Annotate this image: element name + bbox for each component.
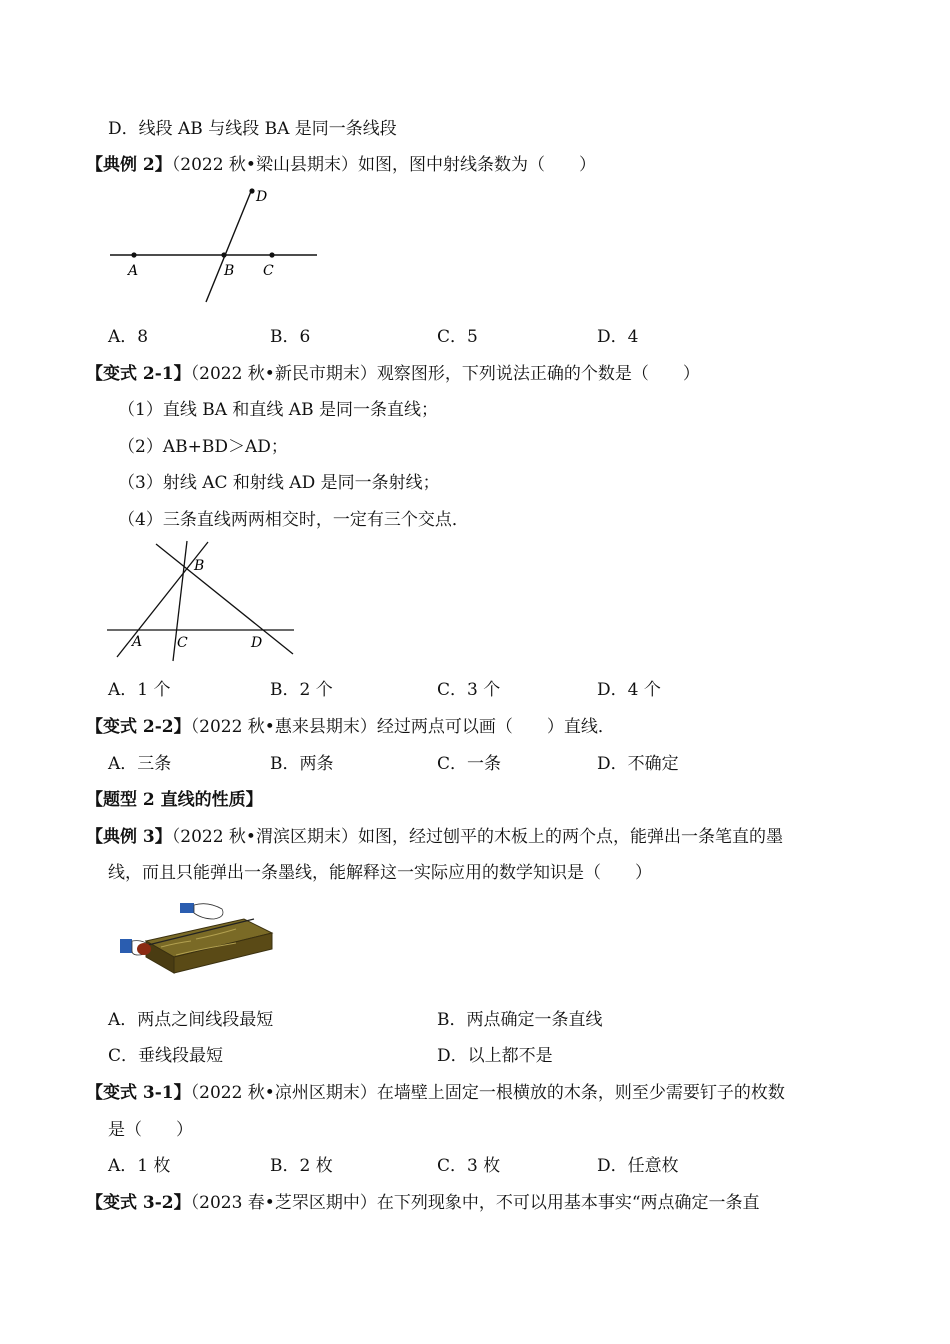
v21-item-3: （3）射线 AC 和射线 AD 是同一条射线； (118, 473, 440, 493)
ex2-option-c: C．5 (437, 327, 478, 347)
ex2-point-b (221, 252, 226, 257)
ex3-option-d: D．以上都不是 (437, 1046, 553, 1066)
ex2-stem: （2022 秋•梁山县期末）如图，图中射线条数为（ ） (171, 155, 596, 175)
v22-option-d: D．不确定 (597, 754, 679, 774)
ex2-label-a: A (128, 263, 139, 279)
ex2-option-a: A．8 (108, 327, 149, 347)
v22-question (86, 715, 870, 739)
v21-tag: 【变式 2-1】 (86, 364, 191, 384)
ex2-label-c: C (263, 263, 274, 279)
ex3-stem-1: （2022 秋•渭滨区期末）如图，经过刨平的木板上的两个点，能弹出一条笔直的墨 (171, 827, 783, 847)
v21-option-a: A．1 个 (108, 680, 171, 700)
v21-item-2: （2）AB+BD＞AD； (118, 437, 288, 457)
right-sleeve (180, 903, 194, 913)
v21-option-d: D．4 个 (597, 680, 661, 700)
v31-question-line-1 (86, 1081, 870, 1105)
v22-option-c: C．一条 (437, 754, 502, 774)
v31-question-line-2: 是（ ） (108, 1120, 193, 1140)
v21-stem: （2022 秋•新民市期末）观察图形，下列说法正确的个数是（ ） (190, 364, 700, 384)
ex2-question (86, 153, 870, 177)
v22-stem: （2022 秋•惠来县期末）经过两点可以画（ ）直线． (190, 717, 615, 737)
v22-option-a: A．三条 (108, 754, 172, 774)
v32-stem: （2023 春•芝罘区期中）在下列现象中，不可以用基本事实“两点确定一条直 (190, 1193, 760, 1213)
ex3-option-a: A．两点之间线段最短 (108, 1010, 274, 1030)
v21-label-d: D (251, 635, 263, 651)
right-hand (194, 904, 223, 919)
ex3-tag: 【典例 3】 (86, 827, 172, 847)
v32-question (86, 1191, 870, 1215)
ex3-option-b: B．两点确定一条直线 (437, 1010, 603, 1030)
v22-tag: 【变式 2-2】 (86, 717, 191, 737)
ex3-wood-board-figure (106, 893, 276, 981)
v21-figure (100, 538, 300, 666)
ex2-label-d: D (256, 189, 268, 205)
v21-item-1: （1）直线 BA 和直线 AB 是同一条直线； (118, 400, 438, 420)
v31-option-d: D．任意枚 (597, 1156, 679, 1176)
left-sleeve (120, 939, 132, 953)
v31-tag: 【变式 3-1】 (86, 1083, 191, 1103)
ex2-point-c (269, 252, 274, 257)
v21-label-b: B (194, 558, 205, 574)
ink-box (137, 943, 151, 955)
ex3-question-line-1 (86, 825, 870, 849)
section-heading-type-2: 【题型 2 直线的性质】 (86, 790, 263, 810)
v21-item-4: （4）三条直线两两相交时，一定有三个交点． (118, 510, 469, 530)
ex2-point-d (249, 188, 254, 193)
v21-option-b: B．2 个 (270, 680, 333, 700)
v21-label-a: A (132, 634, 143, 650)
v22-option-b: B．两条 (270, 754, 334, 774)
v31-stem-1: （2022 秋•凉州区期末）在墙壁上固定一根横放的木条，则至少需要钉子的枚数 (190, 1083, 785, 1103)
ex2-option-b: B．6 (270, 327, 311, 347)
v31-option-b: B．2 枚 (270, 1156, 333, 1176)
q1-option-d: D．线段 AB 与线段 BA 是同一条线段 (108, 119, 397, 139)
ex2-line-bd (206, 189, 252, 302)
ex3-option-c: C．垂线段最短 (108, 1046, 224, 1066)
ex2-figure (100, 182, 330, 310)
v31-option-c: C．3 枚 (437, 1156, 501, 1176)
ex2-point-a (131, 252, 136, 257)
v31-option-a: A．1 枚 (108, 1156, 171, 1176)
v21-question (86, 362, 870, 386)
v21-option-c: C．3 个 (437, 680, 501, 700)
ex2-label-b: B (224, 263, 235, 279)
ex3-question-line-2: 线，而且只能弹出一条墨线，能解释这一实际应用的数学知识是（ ） (108, 863, 652, 883)
ex2-option-d: D．4 (597, 327, 639, 347)
ex2-tag: 【典例 2】 (86, 155, 172, 175)
v32-tag: 【变式 3-2】 (86, 1193, 191, 1213)
v21-label-c: C (177, 635, 188, 651)
